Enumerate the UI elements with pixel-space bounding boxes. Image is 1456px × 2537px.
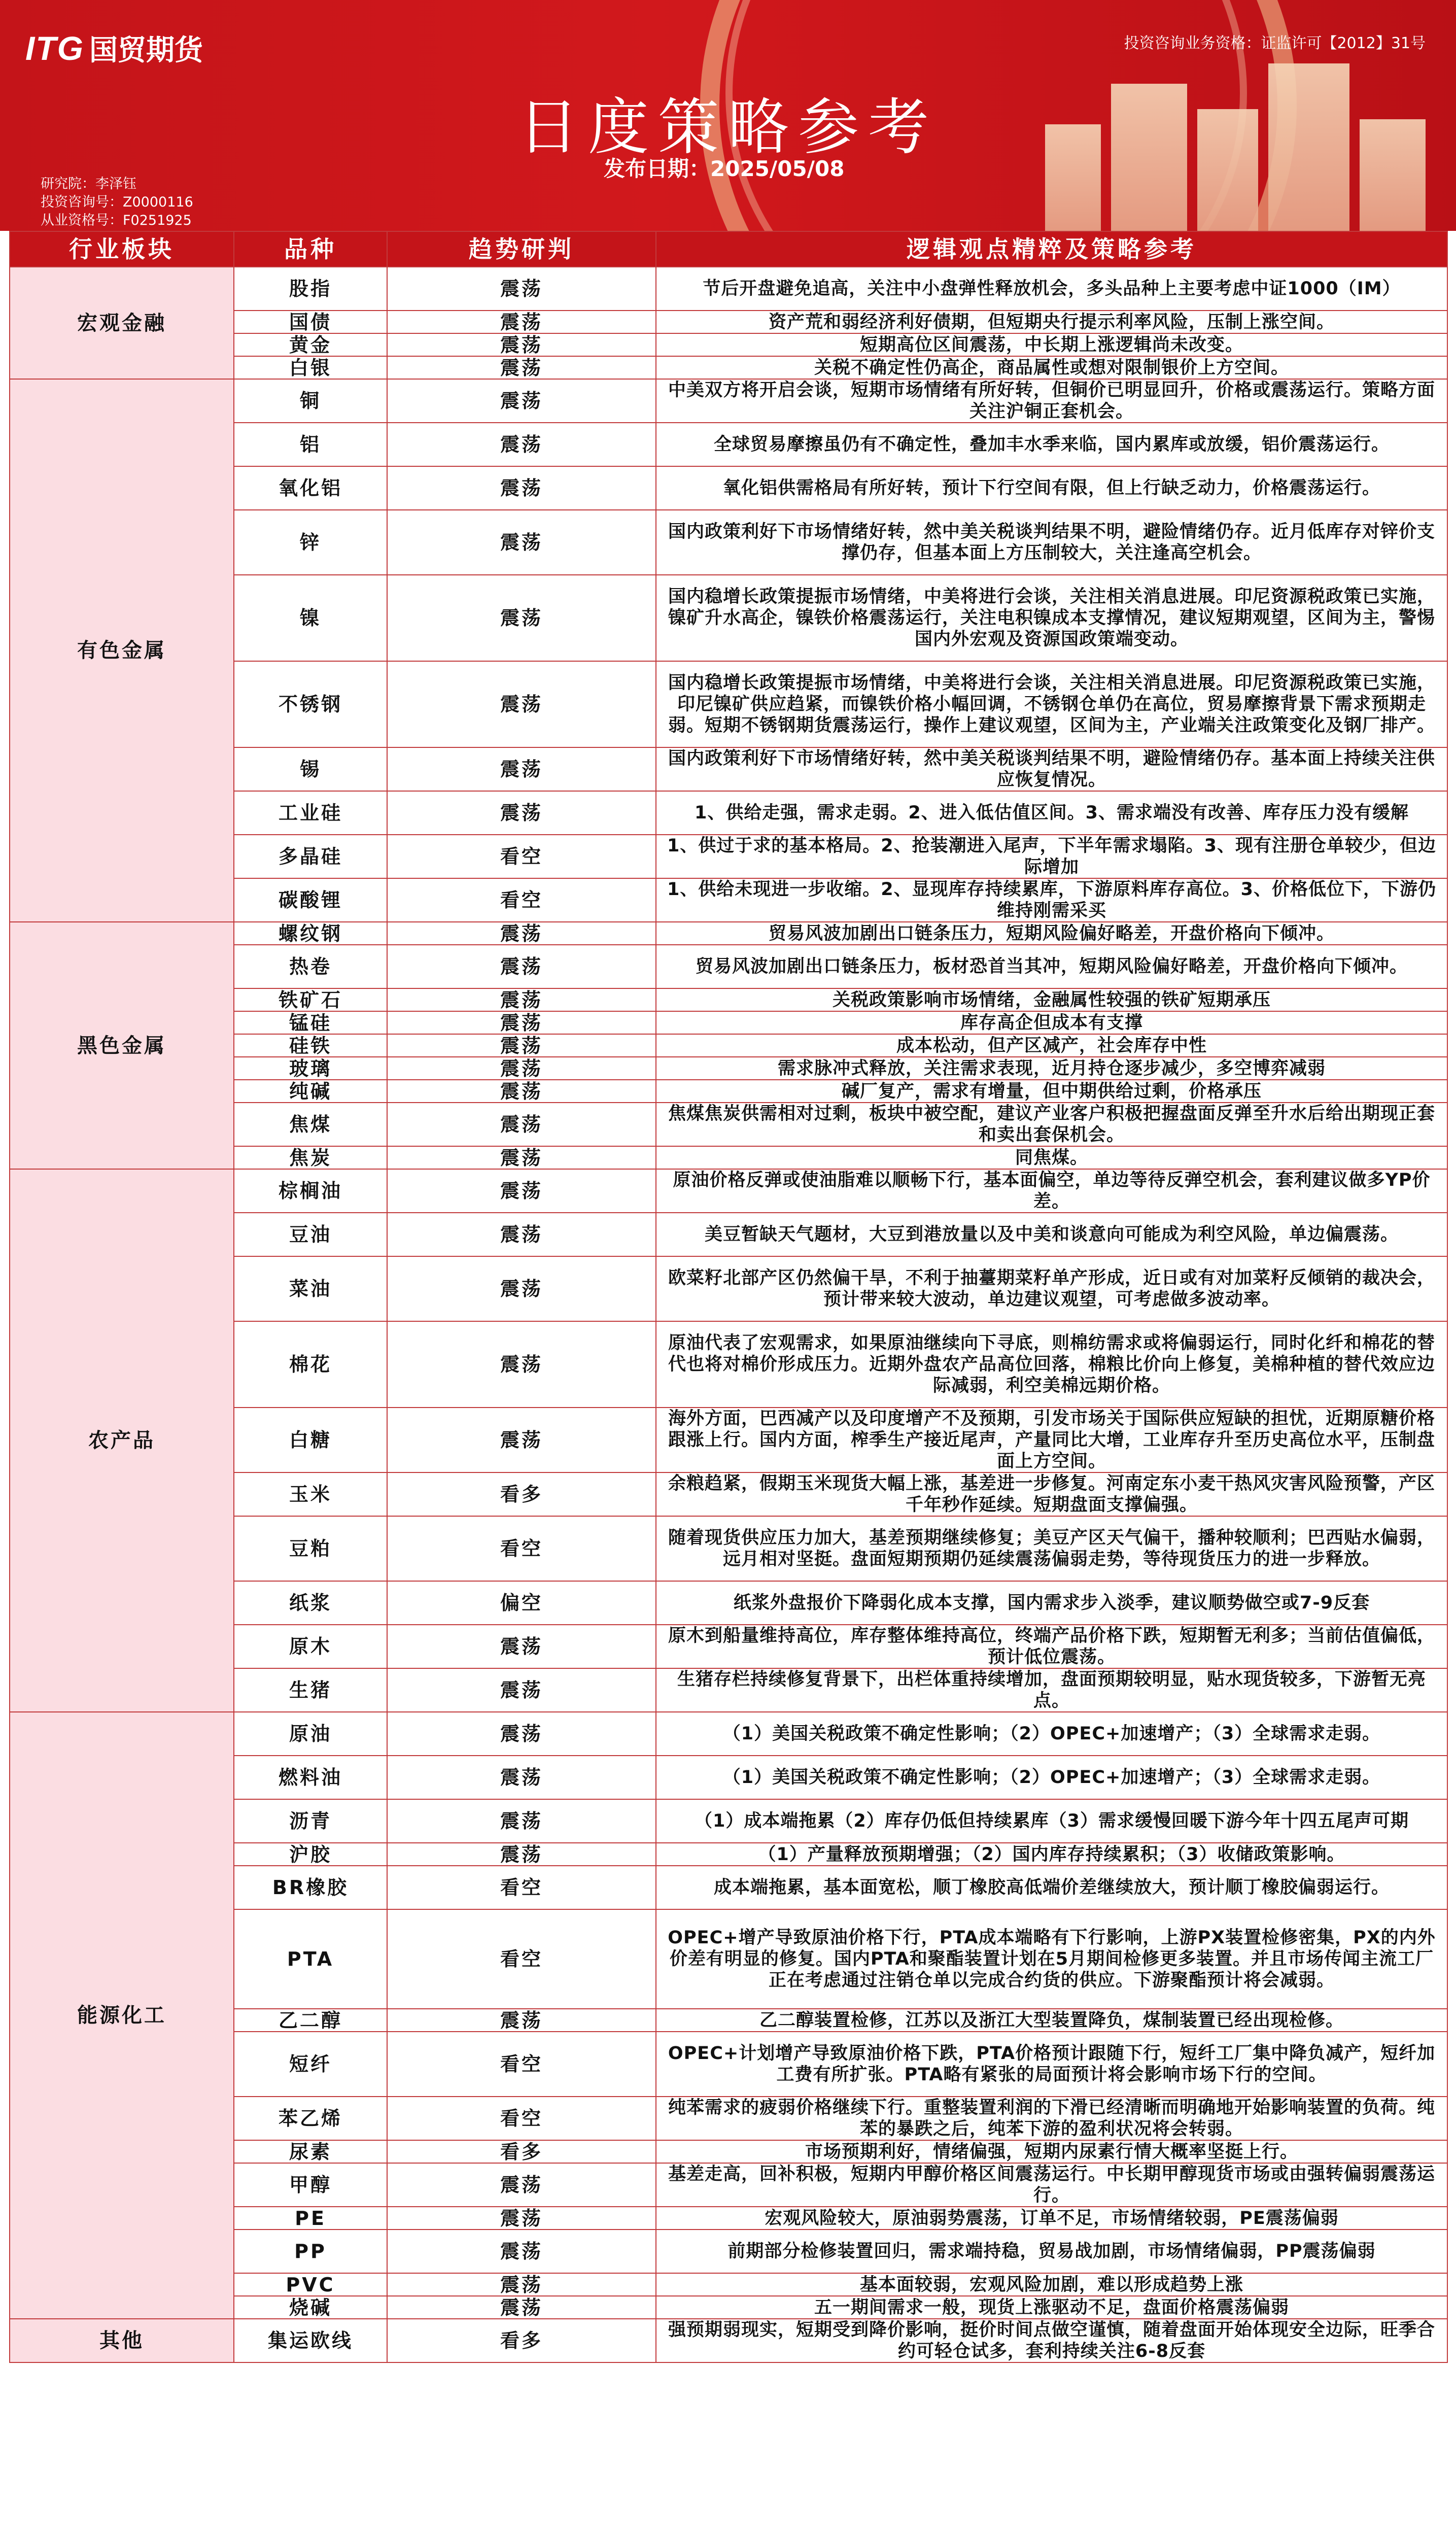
product-cell: 菜油 [234, 1256, 387, 1321]
product-cell: 纸浆 [234, 1581, 387, 1625]
product-cell: 烧碱 [234, 2296, 387, 2319]
product-cell: 原木 [234, 1625, 387, 1668]
product-cell: 白糖 [234, 1408, 387, 1472]
column-header-product: 品种 [234, 231, 387, 267]
trend-cell: 震荡 [387, 2163, 656, 2207]
product-cell: 短纤 [234, 2032, 387, 2097]
logic-cell: 同焦煤。 [656, 1146, 1447, 1169]
trend-cell: 震荡 [387, 2296, 656, 2319]
product-cell: 不锈钢 [234, 661, 387, 747]
logic-cell: 中美双方将开启会谈，短期市场情绪有所好转，但铜价已明显回升，价格或震荡运行。策略方面关注沪铜正套机会。 [656, 379, 1447, 423]
logic-cell: 资产荒和弱经济利好债期，但短期央行提示利率风险，压制上涨空间。 [656, 311, 1447, 333]
product-cell: BR橡胶 [234, 1866, 387, 1909]
trend-cell: 震荡 [387, 747, 656, 791]
sector-cell: 黑色金属 [10, 922, 234, 1169]
product-cell: PVC [234, 2273, 387, 2296]
trend-cell: 震荡 [387, 1712, 656, 1756]
logic-cell: 贸易风波加剧出口链条压力，短期风险偏好略差，开盘价格向下倾冲。 [656, 922, 1447, 945]
report-header [0, 0, 1456, 231]
publish-date: 发布日期：2025/05/08 [604, 156, 845, 181]
logic-cell: 国内稳增长政策提振市场情绪，中美将进行会谈，关注相关消息进展。印尼资源税政策已实施，镍矿升水高企，镍铁价格震荡运行，关注电积镍成本支撑情况，建议短期观望，区间为主，警惕国内外宏观及资源国政策端变动。 [656, 575, 1447, 661]
product-cell: 锡 [234, 747, 387, 791]
product-cell: 原油 [234, 1712, 387, 1756]
product-cell: 沪胶 [234, 1843, 387, 1866]
trend-cell: 震荡 [387, 1103, 656, 1146]
trend-cell: 看空 [387, 1909, 656, 2009]
trend-cell: 震荡 [387, 1756, 656, 1799]
logic-cell: （1）产量释放预期增强；（2）国内库存持续累积；（3）收储政策影响。 [656, 1843, 1447, 1866]
trend-cell: 偏空 [387, 1581, 656, 1625]
logic-cell: 成本端拖累，基本面宽松，顺丁橡胶高低端价差继续放大，预计顺丁橡胶偏弱运行。 [656, 1866, 1447, 1909]
product-cell: 豆油 [234, 1213, 387, 1256]
table-row [10, 379, 1447, 423]
sector-cell: 农产品 [10, 1169, 234, 1712]
trend-cell: 震荡 [387, 356, 656, 379]
logic-cell: （1）美国关税政策不确定性影响；（2）OPEC+加速增产；（3）全球需求走弱。 [656, 1712, 1447, 1756]
logic-cell: 短期高位区间震荡，中长期上涨逻辑尚未改变。 [656, 333, 1447, 356]
trend-cell: 看空 [387, 2097, 656, 2140]
logic-cell: 1、供给走强，需求走弱。2、进入低估值区间。3、需求端没有改善、库存压力没有缓解 [656, 791, 1447, 835]
product-cell: 锌 [234, 510, 387, 575]
product-cell: 焦炭 [234, 1146, 387, 1169]
logic-cell: 需求脉冲式释放，关注需求表现，近月持仓逐步减少，多空博弈减弱 [656, 1057, 1447, 1080]
analyst-line: 从业资格号：F0251925 [41, 213, 192, 228]
trend-cell: 震荡 [387, 2273, 656, 2296]
logic-cell: OPEC+计划增产导致原油价格下跌，PTA价格预计跟随下行，短纤工厂集中降负减产，短纤加工费有所扩张。PTA略有紧张的局面预计将会影响市场下行的空间。 [656, 2032, 1447, 2097]
trend-cell: 震荡 [387, 1057, 656, 1080]
trend-cell: 震荡 [387, 1213, 656, 1256]
logic-cell: 前期部分检修装置回归，需求端持稳，贸易战加剧，市场情绪偏弱，PP震荡偏弱 [656, 2230, 1447, 2273]
logic-cell: 国内政策利好下市场情绪好转，然中美关税谈判结果不明，避险情绪仍存。近月低库存对锌价支撑仍存，但基本面上方压制较大，关注逢高空机会。 [656, 510, 1447, 575]
trend-cell: 震荡 [387, 661, 656, 747]
logic-cell: 五一期间需求一般，现货上涨驱动不足，盘面价格震荡偏弱 [656, 2296, 1447, 2319]
trend-cell: 震荡 [387, 1668, 656, 1712]
column-header-logic: 逻辑观点精粹及策略参考 [656, 231, 1447, 267]
analyst-line: 投资咨询号：Z0000116 [41, 194, 193, 210]
product-cell: 甲醇 [234, 2163, 387, 2207]
product-cell: 棕榈油 [234, 1169, 387, 1213]
trend-cell: 震荡 [387, 988, 656, 1011]
trend-cell: 震荡 [387, 423, 656, 466]
table-row [10, 1712, 1447, 1756]
logic-cell: 余粮趋紧，假期玉米现货大幅上涨，基差进一步修复。河南定东小麦干热风灾害风险预警，产区千年秒作延续。短期盘面支撑偏强。 [656, 1472, 1447, 1516]
trend-cell: 震荡 [387, 1146, 656, 1169]
trend-cell: 震荡 [387, 267, 656, 311]
product-cell: 豆粕 [234, 1516, 387, 1581]
product-cell: 集运欧线 [234, 2319, 387, 2362]
product-cell: 生猪 [234, 1668, 387, 1712]
logic-cell: 库存高企但成本有支撑 [656, 1011, 1447, 1034]
sector-cell: 其他 [10, 2319, 234, 2362]
product-cell: 镍 [234, 575, 387, 661]
product-cell: 热卷 [234, 945, 387, 988]
trend-cell: 震荡 [387, 1321, 656, 1408]
sector-cell: 能源化工 [10, 1712, 234, 2319]
table-row [10, 1169, 1447, 1213]
logic-cell: 节后开盘避免追高，关注中小盘弹性释放机会，多头品种上主要考虑中证1000（IM） [656, 267, 1447, 311]
trend-cell: 看空 [387, 2032, 656, 2097]
trend-cell: 震荡 [387, 510, 656, 575]
logic-cell: 纸浆外盘报价下降弱化成本支撑，国内需求步入淡季，建议顺势做空或7-9反套 [656, 1581, 1447, 1625]
product-cell: 股指 [234, 267, 387, 311]
logic-cell: 1、供过于求的基本格局。2、抢装潮进入尾声，下半年需求塌陷。3、现有注册仓单较少，但边际增加 [656, 835, 1447, 878]
trend-cell: 震荡 [387, 1011, 656, 1034]
trend-cell: 看空 [387, 1516, 656, 1581]
product-cell: 黄金 [234, 333, 387, 356]
trend-cell: 震荡 [387, 311, 656, 333]
logic-cell: 原油价格反弹或使油脂难以顺畅下行，基本面偏空，单边等待反弹空机会，套利建议做多YP价差。 [656, 1169, 1447, 1213]
product-cell: PP [234, 2230, 387, 2273]
sector-cell: 有色金属 [10, 379, 234, 922]
trend-cell: 震荡 [387, 575, 656, 661]
trend-cell: 震荡 [387, 1034, 656, 1057]
product-cell: 苯乙烯 [234, 2097, 387, 2140]
logic-cell: 国内政策利好下市场情绪好转，然中美关税谈判结果不明，避险情绪仍存。基本面上持续关注供应恢复情况。 [656, 747, 1447, 791]
logic-cell: 关税政策影响市场情绪，金融属性较强的铁矿短期承压 [656, 988, 1447, 1011]
license-note: 投资咨询业务资格：证监许可【2012】31号 [1124, 35, 1426, 52]
trend-cell: 震荡 [387, 1080, 656, 1103]
trend-cell: 震荡 [387, 791, 656, 835]
table-header-row [10, 231, 1447, 267]
table-body [10, 267, 1447, 2362]
trend-cell: 看空 [387, 878, 656, 922]
page-title: 日度策略参考 [518, 92, 938, 163]
logic-cell: 宏观风险较大，原油弱势震荡，订单不足，市场情绪较弱，PE震荡偏弱 [656, 2207, 1447, 2230]
column-header-sector: 行业板块 [10, 231, 234, 267]
product-cell: 氧化铝 [234, 466, 387, 510]
logic-cell: 原油代表了宏观需求，如果原油继续向下寻底，则棉纺需求或将偏弱运行，同时化纤和棉花的替代也将对棉价形成压力。近期外盘农产品高位回落，棉粮比价向上修复，美棉种植的替代效应边际减弱，利空美棉远期价格。 [656, 1321, 1447, 1408]
logic-cell: OPEC+增产导致原油价格下行，PTA成本端略有下行影响，上游PX装置检修密集，PX的内外价差有明显的修复。国内PTA和聚酯装置计划在5月期间检修更多装置。并且市场传闻主流工厂正在考虑通过注销仓单以完成合约货的供应。下游聚酯预计将会减弱。 [656, 1909, 1447, 2009]
logic-cell: 随着现货供应压力加大，基差预期继续修复；美豆产区天气偏干，播种较顺利；巴西贴水偏弱，远月相对坚挺。盘面短期预期仍延续震荡偏弱走势，等待现货压力的进一步释放。 [656, 1516, 1447, 1581]
product-cell: 纯碱 [234, 1080, 387, 1103]
trend-cell: 看空 [387, 835, 656, 878]
product-cell: 碳酸锂 [234, 878, 387, 922]
product-cell: PE [234, 2207, 387, 2230]
logic-cell: 碱厂复产，需求有增量，但中期供给过剩，价格承压 [656, 1080, 1447, 1103]
product-cell: PTA [234, 1909, 387, 2009]
logic-cell: 强预期弱现实，短期受到降价影响，挺价时间点做空谨慎，随着盘面开始体现安全边际，旺季合约可轻仓试多，套利持续关注6-8反套 [656, 2319, 1447, 2362]
logic-cell: 全球贸易摩擦虽仍有不确定性，叠加丰水季来临，国内累库或放缓，铝价震荡运行。 [656, 423, 1447, 466]
product-cell: 螺纹钢 [234, 922, 387, 945]
product-cell: 棉花 [234, 1321, 387, 1408]
logic-cell: 贸易风波加剧出口链条压力，板材恐首当其冲，短期风险偏好略差，开盘价格向下倾冲。 [656, 945, 1447, 988]
trend-cell: 震荡 [387, 379, 656, 423]
product-cell: 锰硅 [234, 1011, 387, 1034]
trend-cell: 震荡 [387, 945, 656, 988]
logic-cell: 成本松动，但产区减产，社会库存中性 [656, 1034, 1447, 1057]
trend-cell: 看多 [387, 2319, 656, 2362]
product-cell: 燃料油 [234, 1756, 387, 1799]
product-cell: 玉米 [234, 1472, 387, 1516]
logic-cell: 原木到船量维持高位，库存整体维持高位，终端产品价格下跌，短期暂无利多；当前估值偏低，预计低位震荡。 [656, 1625, 1447, 1668]
trend-cell: 震荡 [387, 1169, 656, 1213]
table-row [10, 2319, 1447, 2362]
trend-cell: 震荡 [387, 2207, 656, 2230]
column-header-trend: 趋势研判 [387, 231, 656, 267]
trend-cell: 看多 [387, 2140, 656, 2163]
logo-latin: ITG [25, 29, 84, 67]
logic-cell: 氧化铝供需格局有所好转，预计下行空间有限，但上行缺乏动力，价格震荡运行。 [656, 466, 1447, 510]
trend-cell: 看多 [387, 1472, 656, 1516]
logic-cell: 关税不确定性仍高企，商品属性或想对限制银价上方空间。 [656, 356, 1447, 379]
product-cell: 焦煤 [234, 1103, 387, 1146]
logic-cell: 乙二醇装置检修，江苏以及浙江大型装置降负，煤制装置已经出现检修。 [656, 2009, 1447, 2032]
logic-cell: 国内稳增长政策提振市场情绪，中美将进行会谈，关注相关消息进展。印尼资源税政策已实施，印尼镍矿供应趋紧，而镍铁价格小幅回调，不锈钢仓单仍在高位，贸易摩擦背景下需求预期走弱。短期不锈钢期货震荡运行，操作上建议观望，区间为主，产业端关注政策变化及钢厂排产。 [656, 661, 1447, 747]
logo-chinese: 国贸期货 [89, 34, 203, 67]
trend-cell: 震荡 [387, 1408, 656, 1472]
trend-cell: 震荡 [387, 333, 656, 356]
trend-cell: 震荡 [387, 1843, 656, 1866]
product-cell: 白银 [234, 356, 387, 379]
logic-cell: 市场预期利好，情绪偏强，短期内尿素行情大概率坚挺上行。 [656, 2140, 1447, 2163]
product-cell: 硅铁 [234, 1034, 387, 1057]
product-cell: 玻璃 [234, 1057, 387, 1080]
trend-cell: 看空 [387, 1866, 656, 1909]
product-cell: 尿素 [234, 2140, 387, 2163]
table-row [10, 922, 1447, 945]
trend-cell: 震荡 [387, 922, 656, 945]
product-cell: 工业硅 [234, 791, 387, 835]
product-cell: 多晶硅 [234, 835, 387, 878]
logic-cell: 1、供给未现进一步收缩。2、显现库存持续累库，下游原料库存高位。3、价格低位下，下游仍维持刚需采买 [656, 878, 1447, 922]
trend-cell: 震荡 [387, 466, 656, 510]
trend-cell: 震荡 [387, 2009, 656, 2032]
trend-cell: 震荡 [387, 1256, 656, 1321]
table-row [10, 267, 1447, 311]
company-logo [25, 28, 203, 68]
logic-cell: 欧菜籽北部产区仍然偏干旱，不利于抽薹期菜籽单产形成，近日或有对加菜籽反倾销的裁决会，预计带来较大波动，单边建议观望，可考虑做多波动率。 [656, 1256, 1447, 1321]
product-cell: 国债 [234, 311, 387, 333]
product-cell: 铁矿石 [234, 988, 387, 1011]
trend-cell: 震荡 [387, 2230, 656, 2273]
logic-cell: 基本面较弱，宏观风险加剧，难以形成趋势上涨 [656, 2273, 1447, 2296]
product-cell: 乙二醇 [234, 2009, 387, 2032]
analyst-line: 研究院：李泽钰 [41, 176, 136, 192]
logic-cell: （1）成本端拖累（2）库存仍低但持续累库（3）需求缓慢回暖下游今年十四五尾声可期 [656, 1799, 1447, 1843]
trend-cell: 震荡 [387, 1799, 656, 1843]
logic-cell: 纯苯需求的疲弱价格继续下行。重整装置利润的下滑已经清晰而明确地开始影响装置的负荷。纯苯的暴跌之后，纯苯下游的盈利状况将会转弱。 [656, 2097, 1447, 2140]
product-cell: 铜 [234, 379, 387, 423]
logic-cell: 美豆暂缺天气题材，大豆到港放量以及中美和谈意向可能成为利空风险，单边偏震荡。 [656, 1213, 1447, 1256]
strategy-table [9, 231, 1448, 2363]
trend-cell: 震荡 [387, 1625, 656, 1668]
logic-cell: 海外方面，巴西减产以及印度增产不及预期，引发市场关于国际供应短缺的担忧，近期原糖价格跟涨上行。国内方面，榨季生产接近尾声，产量同比大增，工业库存升至历史高位水平，压制盘面上方空间。 [656, 1408, 1447, 1472]
product-cell: 沥青 [234, 1799, 387, 1843]
logic-cell: （1）美国关税政策不确定性影响；（2）OPEC+加速增产；（3）全球需求走弱。 [656, 1756, 1447, 1799]
sector-cell: 宏观金融 [10, 267, 234, 379]
analyst-info [41, 175, 193, 230]
logic-cell: 生猪存栏持续修复背景下，出栏体重持续增加，盘面预期较明显，贴水现货较多，下游暂无亮点。 [656, 1668, 1447, 1712]
logic-cell: 焦煤焦炭供需相对过剩，板块中被空配，建议产业客户积极把握盘面反弹至升水后给出期现正套和卖出套保机会。 [656, 1103, 1447, 1146]
logic-cell: 基差走高，回补积极，短期内甲醇价格区间震荡运行。中长期甲醇现货市场或由强转偏弱震荡运行。 [656, 2163, 1447, 2207]
product-cell: 铝 [234, 423, 387, 466]
